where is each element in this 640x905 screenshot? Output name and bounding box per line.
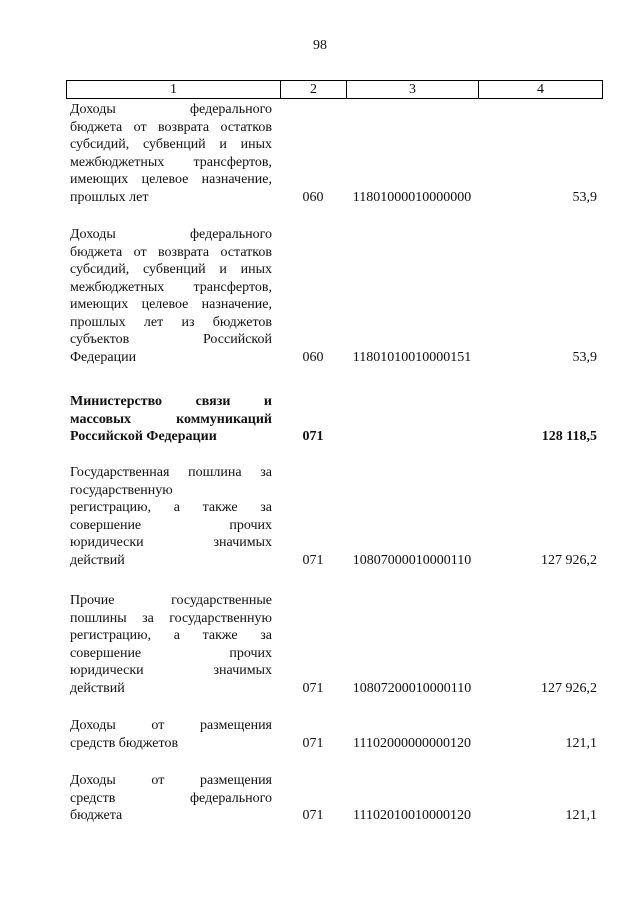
row-kbk: 11102000000000120 xyxy=(353,735,471,751)
row-name xyxy=(70,226,272,366)
row-amount: 53,9 xyxy=(572,189,597,205)
row-kbk: 10807000010000110 xyxy=(352,552,472,568)
row-name-line: действий xyxy=(70,552,125,568)
row-name-line: регистрацию, а также за xyxy=(70,628,272,643)
row-kbk: 11801000010000000 xyxy=(352,189,472,205)
row-name-line: бюджета xyxy=(70,808,123,823)
header-col-4: 4 xyxy=(537,82,544,97)
row-name-line: бюджета от возврата остатков xyxy=(70,244,272,260)
row-name-line: Доходы федерального xyxy=(70,227,272,242)
row-name-line: Доходы федерального xyxy=(70,102,272,117)
row-name-line: регистрацию, а также за xyxy=(70,500,272,515)
row-name xyxy=(70,393,272,446)
row-name-line: Прочие государственные xyxy=(70,593,272,608)
row-name-line: прошлых лет из бюджетов xyxy=(70,314,272,330)
row-name-line: имеющих целевое назначение, xyxy=(70,172,272,187)
row-name-line: субъектов Российской xyxy=(70,332,272,347)
row-name-line: действий xyxy=(70,680,125,696)
row-name-line: Министерство связи и xyxy=(70,394,272,409)
row-code: 071 xyxy=(302,552,324,568)
row-amount: 121,1 xyxy=(565,808,597,823)
row-name-line: имеющих целевое назначение, xyxy=(70,297,272,312)
row-kbk: 10807200010000110 xyxy=(352,680,472,696)
row-name xyxy=(70,592,272,697)
row-amount: 127 926,2 xyxy=(541,552,597,568)
row-kbk: 11102010010000120 xyxy=(353,808,471,823)
row-name-line: пошлины за государственную xyxy=(70,610,272,626)
row-name xyxy=(70,717,272,752)
row-name-line: субсидий, субвенций и иных xyxy=(70,137,272,152)
row-name-line: средств федерального xyxy=(70,790,272,806)
row-name-line: государственную xyxy=(70,482,173,498)
table-header xyxy=(66,80,603,99)
row-code: 060 xyxy=(302,189,324,205)
row-name-line: Российской Федерации xyxy=(70,429,217,444)
row-code: 071 xyxy=(302,429,324,444)
row-name-line: межбюджетных трансфертов, xyxy=(70,279,272,295)
page-number: 98 xyxy=(313,38,327,53)
row-name-line: прошлых лет xyxy=(70,189,149,205)
row-name-line: Доходы от размещения xyxy=(70,718,272,733)
header-col-1: 1 xyxy=(67,81,281,98)
row-name-line: средств бюджетов xyxy=(70,735,179,751)
row-amount: 127 926,2 xyxy=(541,680,597,696)
row-name xyxy=(70,464,272,569)
row-name-line: субсидий, субвенций и иных xyxy=(70,262,272,277)
row-name-line: юридически значимых xyxy=(70,535,272,550)
row-amount: 53,9 xyxy=(572,349,597,365)
row-name xyxy=(70,101,272,206)
row-amount: 121,1 xyxy=(565,735,597,751)
row-code: 071 xyxy=(302,735,324,751)
row-name-line: совершение прочих xyxy=(70,645,272,661)
row-name-line: совершение прочих xyxy=(70,517,272,533)
row-name xyxy=(70,772,272,825)
row-name-line: Государственная пошлина за xyxy=(70,465,272,480)
row-name-line: массовых коммуникаций xyxy=(70,411,272,427)
header-col-3: 3 xyxy=(347,81,479,98)
row-code: 071 xyxy=(302,808,324,823)
row-name-line: межбюджетных трансфертов, xyxy=(70,154,272,170)
header-col-2: 2 xyxy=(281,81,347,98)
row-name-line: бюджета от возврата остатков xyxy=(70,119,272,135)
row-name-line: юридически значимых xyxy=(70,663,272,678)
row-code: 071 xyxy=(302,680,324,696)
row-name-line: Федерации xyxy=(70,349,137,365)
row-code: 060 xyxy=(302,349,324,365)
row-kbk: 11801010010000151 xyxy=(352,349,472,365)
row-name-line: Доходы от размещения xyxy=(70,773,272,788)
row-amount: 128 118,5 xyxy=(541,429,597,444)
